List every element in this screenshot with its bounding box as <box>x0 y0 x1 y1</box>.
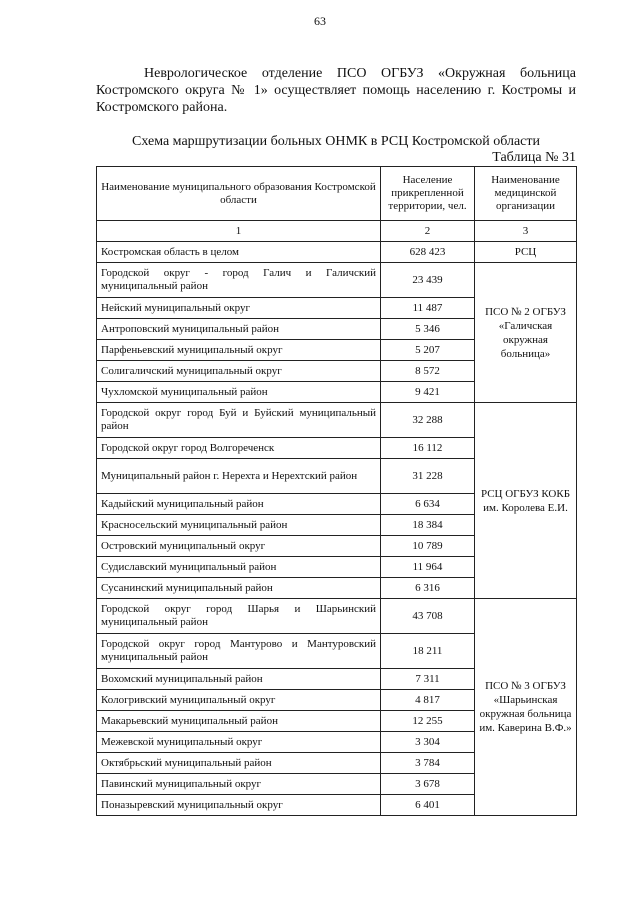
total-row <box>97 242 577 263</box>
population-value: 8 572 <box>381 361 475 382</box>
header-name: Наименование муниципального образования Костромской области <box>97 167 381 221</box>
page-number: 63 <box>314 14 326 28</box>
population-value: 43 708 <box>381 599 475 634</box>
population-value: 23 439 <box>381 263 475 298</box>
municipality-name: Кадыйский муниципальный район <box>97 494 381 515</box>
municipality-name: Городской округ - город Галич и Галичский муниципальный район <box>97 263 381 298</box>
municipality-name: Красносельский муниципальный район <box>97 515 381 536</box>
table-body <box>97 221 577 816</box>
municipality-name: Октябрьский муниципальный район <box>97 753 381 774</box>
organization-cell: ПСО № 2 ОГБУЗ «Галичская окружная больница» <box>475 263 577 403</box>
population-value: 6 401 <box>381 795 475 816</box>
table-header-row <box>97 167 577 221</box>
municipality-name: Макарьевский муниципальный район <box>97 711 381 732</box>
municipality-name: Нейский муниципальный округ <box>97 298 381 319</box>
population-value: 3 678 <box>381 774 475 795</box>
municipality-name: Солигаличский муниципальный округ <box>97 361 381 382</box>
population-value: 10 789 <box>381 536 475 557</box>
population-value: 7 311 <box>381 669 475 690</box>
population-value: 12 255 <box>381 711 475 732</box>
intro-paragraph <box>96 65 576 116</box>
population-value: 11 964 <box>381 557 475 578</box>
table-number-label: Таблица № 31 <box>492 150 576 165</box>
population-value: 6 634 <box>381 494 475 515</box>
municipality-name: Сусанинский муниципальный район <box>97 578 381 599</box>
municipality-name: Муниципальный район г. Нерехта и Нерехтский район <box>97 459 381 494</box>
column-number-row <box>97 221 577 242</box>
population-value: 5 346 <box>381 319 475 340</box>
intro-text: Неврологическое отделение ПСО ОГБУЗ «Окружная больница Костромского округа № 1» осуществляет помощь населению г. Костромы и Костромского района. <box>96 66 576 115</box>
table-title: Схема маршрутизации больных ОНМК в РСЦ Костромской области <box>132 134 540 149</box>
table-row <box>97 263 577 298</box>
population-value: 6 316 <box>381 578 475 599</box>
population-value: 31 228 <box>381 459 475 494</box>
municipality-name: Судиславский муниципальный район <box>97 557 381 578</box>
municipality-name: Островский муниципальный округ <box>97 536 381 557</box>
population-value: 3 784 <box>381 753 475 774</box>
organization-cell: РСЦ ОГБУЗ КОКБ им. Королева Е.И. <box>475 403 577 599</box>
population-value: 5 207 <box>381 340 475 361</box>
municipality-name: Городской округ город Волгореченск <box>97 438 381 459</box>
header-population: Население прикрепленной территории, чел. <box>381 167 475 221</box>
municipality-name: Кологривский муниципальный округ <box>97 690 381 711</box>
municipality-name: Городской округ город Мантурово и Мантуровский муниципальный район <box>97 634 381 669</box>
column-number: 3 <box>475 221 577 242</box>
municipality-name: Парфеньевский муниципальный округ <box>97 340 381 361</box>
table-row <box>97 599 577 634</box>
routing-table <box>96 166 577 816</box>
table-row <box>97 403 577 438</box>
municipality-name: Межевской муниципальный округ <box>97 732 381 753</box>
column-number: 1 <box>97 221 381 242</box>
population-value: 9 421 <box>381 382 475 403</box>
municipality-name: Городской округ город Шарья и Шарьинский муниципальный район <box>97 599 381 634</box>
total-name: Костромская область в целом <box>97 242 381 263</box>
population-value: 18 211 <box>381 634 475 669</box>
municipality-name: Поназыревский муниципальный округ <box>97 795 381 816</box>
organization-cell: ПСО № 3 ОГБУЗ «Шарьинская окружная больница им. Каверина В.Ф.» <box>475 599 577 816</box>
total-organization: РСЦ <box>475 242 577 263</box>
municipality-name: Городской округ город Буй и Буйский муниципальный район <box>97 403 381 438</box>
population-value: 18 384 <box>381 515 475 536</box>
header-organization: Наименование медицинской организации <box>475 167 577 221</box>
column-number: 2 <box>381 221 475 242</box>
population-value: 32 288 <box>381 403 475 438</box>
population-value: 4 817 <box>381 690 475 711</box>
municipality-name: Антроповский муниципальный район <box>97 319 381 340</box>
municipality-name: Вохомский муниципальный район <box>97 669 381 690</box>
total-population: 628 423 <box>381 242 475 263</box>
population-value: 11 487 <box>381 298 475 319</box>
municipality-name: Павинский муниципальный округ <box>97 774 381 795</box>
population-value: 16 112 <box>381 438 475 459</box>
population-value: 3 304 <box>381 732 475 753</box>
municipality-name: Чухломской муниципальный район <box>97 382 381 403</box>
